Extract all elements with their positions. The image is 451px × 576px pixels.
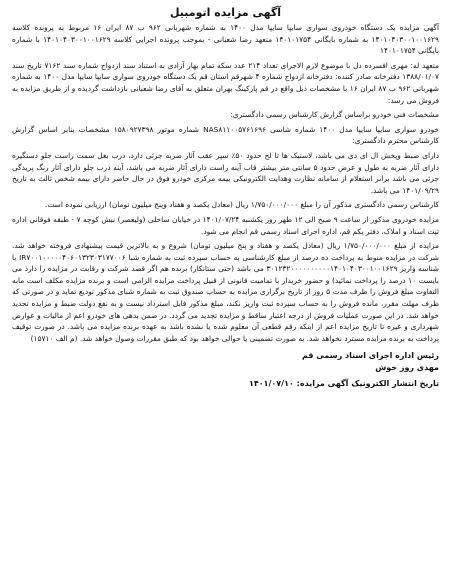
signature-name: مهدی روز خوش bbox=[375, 363, 439, 373]
notice-paragraph-location: مزایده خودروی مذکور از ساعت ۹ صبح الی ۱۲ ظهر روز یکشنبه ۱۴۰۱/۰۷/۲۴ در خیابان ساحلی (ولیعصر) نبش کوچه ۷ - طبقه فوقانی اداره ثبت اسناد و املاک، دفتر یکم قم، اداره اجرای اسناد رسمی قم انجام می شود. bbox=[12, 214, 439, 236]
notice-paragraph-creditor: متعهد له: مهری افسرده دل با موضوع لازم الاجرای تعداد ۲۱۴ عدد سکه تمام بهار آزادی به استناد سند ازدواج شماره سند ۷۱۶۲ تاریخ سند ۱۳۸۸/۰۱/۰۷ دفترخانه صادر کننده: دفترخانه ازدواج شماره ۴ شهرقم استان قم یک دستگاه خودروی سواری سایپا سایپا مدل ۱۴۰۰ به شماره شهربانی ۹۶۲ ب ۸۷ ایران ۱۶ با مشخصات ذیل واقع در قم پارکینگ بهران متعلق به آقای رضا شعبانی بازداشت گردیده و از طریق مزایده به فروش می رسد: bbox=[12, 60, 439, 105]
notice-paragraph-terms: مزایده از مبلغ ۱/۷۵۰/۰۰۰/۰۰۰ ریال (معادل یکصد و هفتاد و پنج میلیون تومان) شروع و به بالاترین قیمت پیشنهادی فروخته خواهد شد. شرکت در مزایده منوط به پرداخت ده درصد از مبلغ کارشناسی به حساب سپرده ثبت به شماره شبا IR۷۰۰۱۰۰۰۰۰۴۰۶۰۱۳۲۳۰۳۱۷۷۰۰۶ با شناسه واریز ۳۰۱۲۳۲۰۰۰۰۰۰۰۰۰۰۱۴۰۱۰۴۰۳۰۰۱۰۰۱۶۲۹ می باشد (حتی ستانکار) برنده هم اگر قصد شرکت و رقابت در مزایده را دارد می بایست ۱۰ درصد را پرداخت نمائید) و حضور خریدار با تمامیت قانونی از قبیل پرداخت مزایده الزامی است و برنده مزایده مکلف است مابه التفاوت مبلغ فروش را ظرف مدت ۵ روز از تاریخ برگزاری مزایده به حساب صندوق ثبت به شماره شبای مذکور تودیع نماید و در صورتی که ظرف مهلت مقرر، مانده فروش را به حساب سپرده ثبت واریز نکند، مبلغ مذکور قابل استرداد نیست و به نفع دولت ضبط و مزایده تجدید خواهد شد. در این صورت عملیات فروش از درجه اعتبار ساقط و مزایده تجدید می گردد. در ضمن بدهی های خودرو اعم از مالیات و عوارض شهرداری و غیره تا تاریخ مزایده اعم از اینکه رقم قطعی آن معلوم شده یا نشده باشد به عهده برنده مزایده می باشد. در صورت توقیف پرداخت به برنده مزایده مسترد نخواهد شد. به صورت تضمینی یا حوالی خواهد بود که طبق مقررات وصول خواهد شد. (م الف ۱۵۷۱۰) bbox=[12, 241, 439, 343]
notice-paragraph-condition: دارای ضبط وپخش ال ای دی می باشد، لاستیک ها تا لح حدود ۵۰٪ سپر عقب آثار ضربه جزئی دارد، درب بغل سمت راست جلو دستگیره دارای آثار ضربه به طول و عرض حدود ۵ سانتی متر بیشتر قاب آینه راست دارای آثار ضربه می باشد، آینه درب جلو دارای آثار رنگ پریدگی جزئی می باشد برابر استعلام از سامانه نظارت وهدایت الکترونیکی بیمه مرکزی خودرو فوق در حال حاضر دارای بیمه شخص ثالث به تاریخ ۱۴۰۱/۰۹/۲۹ می باشد. bbox=[12, 150, 439, 195]
signature-office: رئیس اداره اجرای اسناد رسمی قم bbox=[301, 351, 439, 361]
notice-paragraph-tech-heading: مشخصات فنی خودرو براساس گزارش کارشناس رسمی دادگستری: bbox=[230, 110, 439, 120]
notice-paragraph-valuation: کارشناس رسمی دادگستری مذکور آن را مبلغ ۱/۷۵۰/۰۰۰/۰۰۰ ریال (معادل یکصد و هفتاد وپنج میلیون تومان) ارزیابی نموده است. bbox=[45, 200, 439, 210]
publication-date: تاریخ انتشار الکترونیک آگهی مزایده: ۱۴۰۱/۰۷/۱۰ bbox=[248, 379, 439, 389]
notice-title: آگهی مزایده اتومبیل bbox=[169, 6, 282, 19]
notice-paragraph-vehicle-spec: خودرو سواری سایپا سایپا مدل ۱۴۰۰ شماره شاسی NAS۸۱۱۰۰۵۷۶۱۶۹۶ شماره موتور ۱۵۸۰۹۲۷۳۹۸ مشخصات بنابر اساس گزارش کارشناس محترم دادگستری: bbox=[12, 124, 439, 146]
notice-paragraph-intro: آگهی مزایده یک دستگاه خودروی سواری سایپا سایپا مدل ۱۴۰۰ به شماره شهربانی ۹۶۲ ب ۸۷ ایران ۱۶ مربوط به پرونده کلاسه ۱۴۰۱۰۴۰۳۰۰۱۰۰۱۶۲۹ به شماره بایگانی ۱۴۰۱۰۱۷۵۴ متعهد رضا شعبانی - بموجب پرونده اجرایی کلاسه ۱۴۰۱۰۴۰۳۰۰۱۰۰۱۶۲۹ با شماره بایگانی ۱۴۰۱۰۱۷۵۴ bbox=[12, 23, 440, 56]
notice-signature bbox=[12, 350, 439, 390]
